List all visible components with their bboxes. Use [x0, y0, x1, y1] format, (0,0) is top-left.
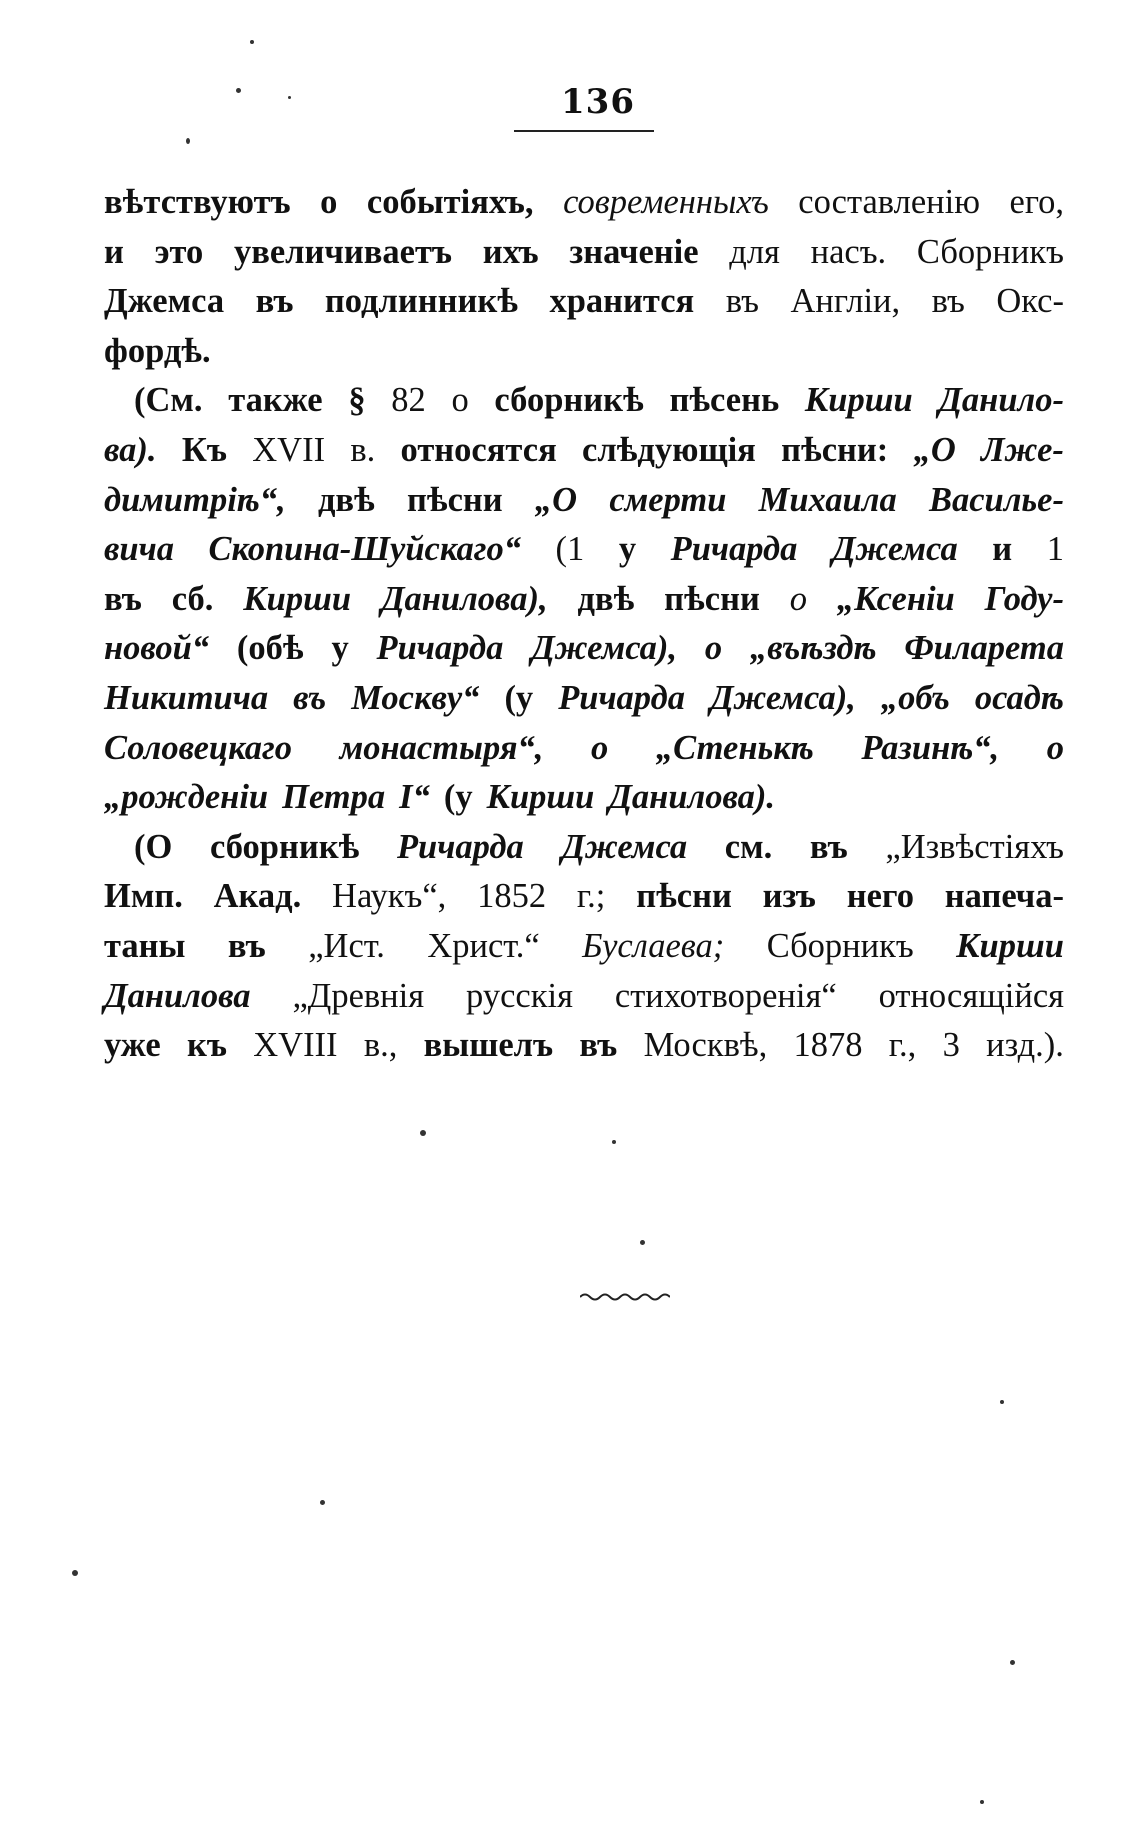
word: „Стенькѣ: [655, 728, 814, 767]
text-line: [104, 277, 1064, 327]
page-number-rule: [514, 130, 654, 132]
word: осадѣ: [974, 678, 1064, 717]
word: Никитича: [104, 678, 269, 717]
word: сборникѣ: [494, 381, 644, 420]
word: 1: [1046, 530, 1064, 569]
word: вича: [104, 530, 174, 569]
word: у: [331, 629, 349, 668]
speck: [320, 1500, 325, 1505]
text-line: [104, 823, 1064, 873]
word: I“: [399, 778, 430, 817]
speck: [72, 1570, 78, 1576]
word: въ: [227, 926, 266, 965]
word: Наукъ“,: [332, 877, 447, 916]
word: 3: [942, 1026, 960, 1065]
word: „Ист.: [308, 926, 385, 965]
speck: [640, 1240, 645, 1245]
word: монастыря“,: [339, 728, 544, 767]
word: Буслаева;: [582, 926, 725, 965]
word: в.: [350, 430, 376, 469]
word: современныхъ: [563, 183, 769, 221]
word: Кирши: [956, 926, 1064, 965]
word: также: [228, 381, 323, 420]
text-line: [104, 624, 1064, 674]
word: смерти: [609, 480, 727, 519]
word: Къ: [181, 430, 227, 469]
word: Джемса),: [709, 678, 856, 717]
word: о: [591, 728, 609, 767]
word: него: [846, 877, 914, 916]
word: напеча-: [944, 877, 1064, 916]
word: Окс-: [996, 282, 1064, 321]
word: г.,: [888, 1026, 917, 1065]
word: подлинникѣ: [324, 282, 518, 321]
word: относящійся: [878, 976, 1064, 1015]
word: пѣсни:: [781, 430, 889, 469]
word: (См.: [134, 381, 203, 420]
word: Скопина-Шуйскаго“: [208, 530, 521, 569]
word: „О: [913, 430, 956, 469]
word: „рожденіи: [104, 778, 269, 817]
word: въ: [255, 282, 294, 321]
word: XVII: [252, 430, 326, 469]
word: в.,: [363, 1026, 398, 1065]
word: Соловецкаго: [104, 728, 292, 767]
word: Ричарда: [396, 827, 524, 866]
word: Христ.“: [427, 926, 540, 965]
word: его,: [1009, 183, 1064, 221]
word: Сборникъ: [916, 232, 1064, 271]
word: сборникѣ: [209, 827, 360, 866]
text-line: [104, 773, 1064, 823]
word: XVIII: [253, 1026, 338, 1065]
word: Ричарда: [670, 530, 798, 569]
speck: [288, 96, 291, 99]
text-line: [104, 178, 1064, 228]
word: о: [704, 629, 723, 668]
speck: [1010, 1660, 1015, 1665]
word: Году-: [984, 579, 1064, 618]
word: въ: [104, 579, 142, 618]
speck: [1000, 1400, 1004, 1404]
word: „объ: [880, 678, 950, 717]
word: о: [320, 183, 338, 221]
text-line: [104, 228, 1064, 278]
word: 1878: [793, 1026, 863, 1065]
word: значеніе: [569, 232, 699, 271]
word: новой“: [104, 629, 210, 668]
word: Данилова),: [380, 579, 548, 618]
word: Джемса: [831, 530, 958, 569]
word: §: [348, 381, 366, 420]
speck: [612, 1140, 616, 1144]
word: русскія: [466, 976, 573, 1015]
page-number: 136: [561, 82, 635, 122]
word: см.: [724, 827, 773, 866]
word: Филарета: [904, 629, 1064, 668]
word: Кирши: [243, 579, 352, 618]
word: стихотворенія“: [614, 976, 837, 1015]
text-line: [104, 972, 1064, 1022]
word: Данилова: [104, 976, 251, 1015]
word: въ: [579, 1026, 618, 1065]
word: Михаила: [758, 480, 897, 519]
word: въ: [725, 282, 759, 321]
word: Лже-: [981, 430, 1064, 469]
word: Ричарда: [376, 629, 504, 668]
word: въ: [293, 678, 327, 717]
word: Петра: [282, 778, 386, 817]
word: вышелъ: [423, 1026, 554, 1065]
word: (у: [504, 678, 534, 717]
word: (1: [555, 530, 585, 569]
word: въ: [809, 827, 848, 866]
word: Сборникъ: [766, 926, 914, 965]
word: Разинѣ“,: [861, 728, 1000, 767]
word: пѣсни: [664, 579, 760, 618]
word: пѣсень: [669, 381, 780, 420]
text-line: [104, 922, 1064, 972]
word: изъ: [762, 877, 816, 916]
word: таны: [104, 926, 186, 965]
text-line: [104, 575, 1064, 625]
word: о: [451, 381, 469, 420]
word: Джемса: [104, 282, 225, 321]
word: для: [729, 232, 780, 271]
word: Джемса: [561, 827, 688, 866]
speck: [250, 40, 254, 44]
word: и: [992, 530, 1013, 569]
word: ва).: [104, 430, 157, 469]
text-line: [104, 1021, 1064, 1071]
word: къ: [186, 1026, 227, 1065]
word: Василье-: [928, 480, 1064, 519]
text-line: [104, 674, 1064, 724]
text-line: [104, 426, 1064, 476]
word: г.;: [576, 877, 606, 916]
word: 82: [391, 381, 426, 420]
word: димитріѣ“,: [104, 480, 286, 519]
word: о: [1046, 728, 1064, 767]
text-line: [104, 476, 1064, 526]
word: 1852: [477, 877, 547, 916]
word: Англіи,: [790, 282, 901, 321]
word: Джемса),: [531, 629, 678, 668]
word: Москву“: [351, 678, 480, 717]
speck: [980, 1800, 984, 1804]
speck: [186, 138, 190, 144]
word: двѣ: [577, 579, 635, 618]
word: (обѣ: [236, 629, 304, 668]
word: пѣсни: [406, 480, 503, 519]
word: составленію: [798, 183, 980, 221]
word: (О: [134, 827, 173, 866]
text-line: [104, 525, 1064, 575]
word: Данило-: [938, 381, 1064, 420]
word: пѣсни: [636, 877, 732, 916]
word: двѣ: [317, 480, 375, 519]
word: ихъ: [482, 232, 539, 271]
word: „Древнія: [292, 976, 425, 1015]
word: Москвѣ,: [643, 1026, 768, 1065]
word: Имп.: [104, 877, 183, 916]
word: изд.).: [986, 1026, 1064, 1065]
word: сб.: [171, 579, 214, 618]
speck: [420, 1130, 426, 1136]
word: Кирши: [486, 778, 595, 817]
word: уже: [104, 1026, 161, 1065]
text-line: [104, 724, 1064, 774]
section-end-ornament: [580, 1290, 670, 1304]
word: у: [618, 530, 637, 569]
word: хранится: [549, 282, 695, 321]
word: фордѣ.: [104, 331, 211, 370]
speck: [236, 88, 241, 93]
word: „О: [534, 480, 578, 519]
word: относятся: [400, 430, 557, 469]
word: событіяхъ,: [366, 183, 534, 221]
word: Кирши: [804, 381, 913, 420]
word: и: [104, 232, 124, 271]
word: „въѣздѣ: [749, 629, 877, 668]
text-line: [104, 376, 1064, 426]
word: насъ.: [810, 232, 887, 271]
body-text: [104, 178, 1064, 1071]
word: это: [154, 232, 204, 271]
text-line: [104, 872, 1064, 922]
word: о: [789, 579, 807, 618]
word: „Ксеніи: [836, 579, 955, 618]
word: слѣдующія: [582, 430, 756, 469]
text-line: [104, 327, 1064, 377]
word: „Извѣстіяхъ: [885, 827, 1064, 866]
word: въ: [931, 282, 965, 321]
word: Ричарда: [558, 678, 685, 717]
word: Данилова).: [608, 778, 775, 817]
word: увеличиваетъ: [233, 232, 453, 271]
word: вѣтствуютъ: [104, 183, 291, 221]
word: Акад.: [213, 877, 302, 916]
word: (у: [443, 778, 473, 817]
